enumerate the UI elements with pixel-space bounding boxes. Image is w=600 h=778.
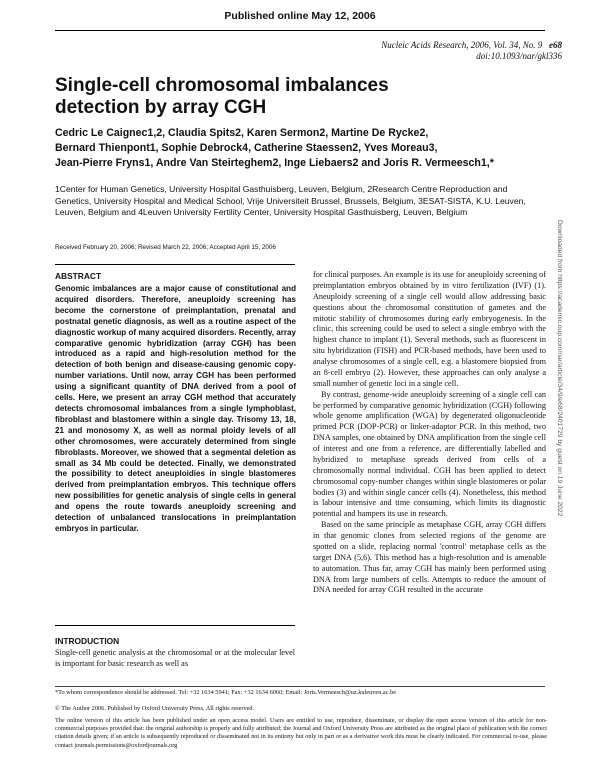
journal-citation bbox=[381, 40, 562, 62]
authors-line-2: Bernard Thienpont1, Sophie Debrock4, Catherine Staessen2, Yves Moreau3, bbox=[55, 142, 438, 154]
paragraph-2: By contrast, genome-wide aneuploidy screening of a single cell can be performed by comparative genomic hybridization (CGH) following whole genome amplification (WGA) by degenerated oligonucleotide primed PCR (DOP-PCR) or linker-adaptor PCR. In this method, two DNA samples, one obtained by DNA amplification from the single cell of interest and one from a reference, are differentially labelled and hybridized to metaphase spreads derived from cells of a chromosomally normal individual. CGH has been applied to detect chromosomal copy-number changes within single blastomeres or polar bodies (3) and within single cancer cells (4). Nonetheless, this method is labour intensive and time consuming, which limits its diagnostic potential and hampers its use in research. bbox=[313, 389, 546, 519]
correspondence-note: *To whom correspondence should be addressed. Tel: +32 1634 5941; Fax: +32 1634 6060; Email: Joris.Vermeesch@uz.kuleuven.ac.be bbox=[55, 689, 397, 696]
paragraph-3: Based on the same principle as metaphase CGH, array CGH differs in that genomic clones from selected regions of the genome are spotted on a slide, replacing normal 'control' metaphase cells as the target DNA (5,6). This method has a high-resolution and is amenable to automation. Thus far, array CGH has mainly been performed using DNA from large numbers of cells. Attempts to reduce the amount of DNA needed for array CGH resulted in the accurate bbox=[313, 520, 546, 595]
authors-line-1: Cedric Le Caignec1,2, Claudia Spits2, Karen Sermon2, Martine De Rycke2, bbox=[55, 127, 429, 139]
footnote-rule bbox=[55, 686, 545, 687]
copyright-notice: © The Author 2006. Published by Oxford University Press. All rights reserved. bbox=[55, 705, 255, 712]
article-title bbox=[55, 75, 475, 119]
introduction-heading: INTRODUCTION bbox=[55, 636, 120, 646]
abstract-heading: ABSTRACT bbox=[55, 271, 102, 281]
header-rule bbox=[55, 30, 545, 31]
received-dates: Received February 20, 2006; Revised March 22, 2006; Accepted April 15, 2006 bbox=[55, 244, 276, 251]
article-number: e68 bbox=[549, 40, 562, 50]
title-line-1: Single-cell chromosomal imbalances bbox=[55, 75, 389, 96]
introduction-text: Single-cell genetic analysis at the chromosomal or at the molecular level is important for basic research as well as bbox=[55, 648, 295, 668]
doi: doi:10.1093/nar/gkl336 bbox=[476, 51, 562, 61]
authors-line-3: Jean-Pierre Fryns1, Andre Van Steirteghem2, Inge Liebaers2 and Joris R. Vermeesch1,* bbox=[55, 157, 494, 169]
paragraph-1: for clinical purposes. An example is its use for aneuploidy screening of preimplantation embryos obtained by in vitro fertilization (IVF) (1). Aneuploidy screening of a single cell would allow addressing basic questions about the chromosomal constitution of gametes and the mitotic stability of chromosomes during early embryogenesis. In the clinic, this screening could be used to select a single embryo with the highest chance to implant (1). Several methods, such as fluorescent in situ hybridization (FISH) and PCR-based methods, have been used to analyse chromosomes of a single cell, e.g. a blastomere biopsied from an 8-cell embryo (2). However, these approaches can only analyse a small number of genetic loci in a single cell. bbox=[313, 270, 546, 388]
journal-line: Nucleic Acids Research, 2006, Vol. 34, No. 9 bbox=[381, 40, 543, 50]
published-online-banner: Published online May 12, 2006 bbox=[224, 10, 376, 22]
download-watermark: Downloaded from https://academic.oup.com/nar/article/34/9/e68/2401729 by guest on 19 June 2022 bbox=[556, 220, 563, 517]
right-column bbox=[313, 270, 546, 596]
abstract-bottom-rule bbox=[55, 625, 295, 626]
title-line-2: detection by array CGH bbox=[55, 97, 267, 118]
abstract-top-rule bbox=[55, 264, 295, 265]
open-access-notice: The online version of this article has been published under an open access model. Users are entitled to use, reproduce, disseminate, or display the open access version of this article for non-commercial purposes provided that: the original authorship is properly and fully attributed; the Journal and Oxford University Press are attributed as the original place of publication with the correct citation details given; if an article is subsequently reproduced or disseminated not in its entirety but only in part or as a derivative work this must be clearly indicated. For commercial re-use, please contact journals.permissions@oxfordjournals.org bbox=[55, 717, 547, 749]
abstract-text: Genomic imbalances are a major cause of constitutional and acquired disorders. Therefore, aneuploidy screening has become the cornerstone of preimplantation, prenatal and postnatal genetic diagnosis, as well as a routine aspect of the diagnostic workup of many acquired disorders. Recently, array comparative genomic hybridization (array CGH) has been introduced as a rapid and high-resolution method for the detection of both benign and disease-causing genomic copy-number variations. Until now, array CGH has been performed using a significant quantity of DNA derived from a pool of cells. Here, we present an array CGH method that accurately detects chromosomal imbalances from a single lymphoblast, fibroblast and blastomere within a single day. Trisomy 13, 18, 21 and monosomy X, as well as normal ploidy levels of all other chromosomes, were accurately determined from single fibroblasts. Moreover, we showed that a segmental deletion as small as 34 Mb could be detected. Finally, we demonstrated the possibility to detect aneuploidies in single blastomeres derived from preimplantation embryos. This technique offers new possibilities for genetic analysis of single cells in general and opens the route towards aneuploidy screening and detection of unbalanced translocations in preimplantation embryos in particular. bbox=[55, 284, 296, 533]
affiliations: 1Center for Human Genetics, University Hospital Gasthuisberg, Leuven, Belgium, 2Research Centre Reproduction and Genetics, University Hospital and Medical School, Vrije Universiteit Brussel, Brussels, Belgium, 3ESAT-SISTA, K.U. Leuven, Leuven, Belgium and 4Leuven University Fertility Center, University Hospital Gasthuisberg, Leuven, Belgium bbox=[55, 184, 526, 217]
author-list bbox=[55, 126, 535, 171]
